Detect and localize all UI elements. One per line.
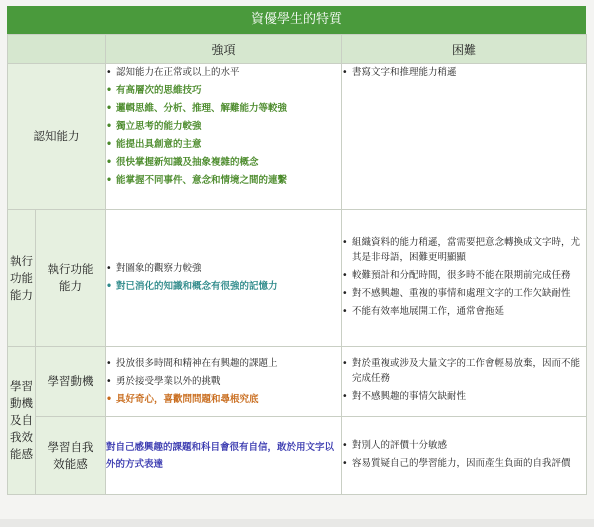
strengths-header: 強項 bbox=[106, 35, 342, 64]
list-item: • 投放很多時間和精神在有興趣的課題上 bbox=[106, 355, 341, 373]
executive-strengths bbox=[106, 210, 342, 347]
efficacy-difficulties-list bbox=[342, 438, 586, 471]
cognitive-label: 認知能力 bbox=[8, 64, 106, 210]
cognitive-strengths-list bbox=[106, 64, 341, 190]
efficacy-difficulties bbox=[342, 417, 587, 495]
efficacy-label: 學習自我效能感 bbox=[36, 417, 106, 495]
list-item: • 容易質疑自己的學習能力，因而產生負面的自我評價 bbox=[342, 456, 586, 471]
motivation-strengths-list bbox=[106, 355, 341, 409]
executive-label: 執行功能能力 bbox=[36, 210, 106, 347]
list-item: • 認知能力在正常或以上的水平 bbox=[106, 64, 341, 82]
difficulties-header: 困難 bbox=[342, 35, 587, 64]
motivation-strengths bbox=[106, 347, 342, 417]
list-item: • 有高層次的思維技巧 bbox=[106, 82, 341, 100]
list-item: • 對不感興趣的事情欠缺耐性 bbox=[342, 389, 586, 404]
executive-difficulties-list bbox=[342, 235, 586, 319]
motivation-group-label: 學習動機及自我效能感 bbox=[8, 347, 36, 495]
list-item: • 對不感興趣、重複的事情和處理文字的工作欠缺耐性 bbox=[342, 286, 586, 301]
bottom-border bbox=[0, 519, 594, 527]
efficacy-row bbox=[8, 417, 587, 495]
cognitive-row bbox=[8, 64, 587, 210]
list-item: • 對於重複或涉及大量文字的工作會輕易放棄，因而不能完成任務 bbox=[342, 356, 586, 386]
list-item: • 較難預計和分配時間，很多時不能在限期前完成任務 bbox=[342, 268, 586, 283]
motivation-difficulties-list bbox=[342, 356, 586, 404]
list-item: • 不能有效率地展開工作，通常會拖延 bbox=[342, 304, 586, 319]
cognitive-difficulties-list bbox=[342, 64, 586, 82]
motivation-difficulties bbox=[342, 347, 587, 417]
table-title: 資優學生的特質 bbox=[7, 6, 586, 34]
list-item: • 組織資料的能力稍遜，當需要把意念轉換成文字時，尤其是非母語，困難更明顯顯 bbox=[342, 235, 586, 265]
traits-table bbox=[7, 34, 587, 495]
list-item: • 獨立思考的能力較強 bbox=[106, 118, 341, 136]
executive-strengths-list bbox=[106, 260, 341, 296]
header-blank-cell bbox=[8, 35, 106, 64]
header-row bbox=[8, 35, 587, 64]
efficacy-strengths bbox=[106, 417, 342, 495]
list-item: • 對圖象的觀察力較強 bbox=[106, 260, 341, 278]
cognitive-strengths bbox=[106, 64, 342, 210]
list-item: • 勇於接受學業以外的挑戰 bbox=[106, 373, 341, 391]
list-item: • 書寫文字和推理能力稍遜 bbox=[342, 64, 586, 82]
list-item: • 對別人的評價十分敏感 bbox=[342, 438, 586, 453]
list-item: • 對已消化的知識和概念有很強的記憶力 bbox=[106, 278, 341, 296]
executive-group-label: 執行功能能力 bbox=[8, 210, 36, 347]
motivation-row bbox=[8, 347, 587, 417]
efficacy-strengths-text: 對自己感興趣的課題和科目會很有自信，敢於用文字以外的方式表達 bbox=[106, 441, 335, 470]
list-item: • 具好奇心，喜歡問問題和尋根究底 bbox=[106, 391, 341, 409]
list-item: • 能提出具創意的主意 bbox=[106, 136, 341, 154]
executive-row bbox=[8, 210, 587, 347]
list-item: • 邏輯思維、分析、推理、解難能力等較強 bbox=[106, 100, 341, 118]
list-item: • 很快掌握新知識及抽象複雜的概念 bbox=[106, 154, 341, 172]
list-item: • 能掌握不同事件、意念和情境之間的連繫 bbox=[106, 172, 341, 190]
cognitive-difficulties bbox=[342, 64, 587, 210]
executive-difficulties bbox=[342, 210, 587, 347]
motivation-label: 學習動機 bbox=[36, 347, 106, 417]
